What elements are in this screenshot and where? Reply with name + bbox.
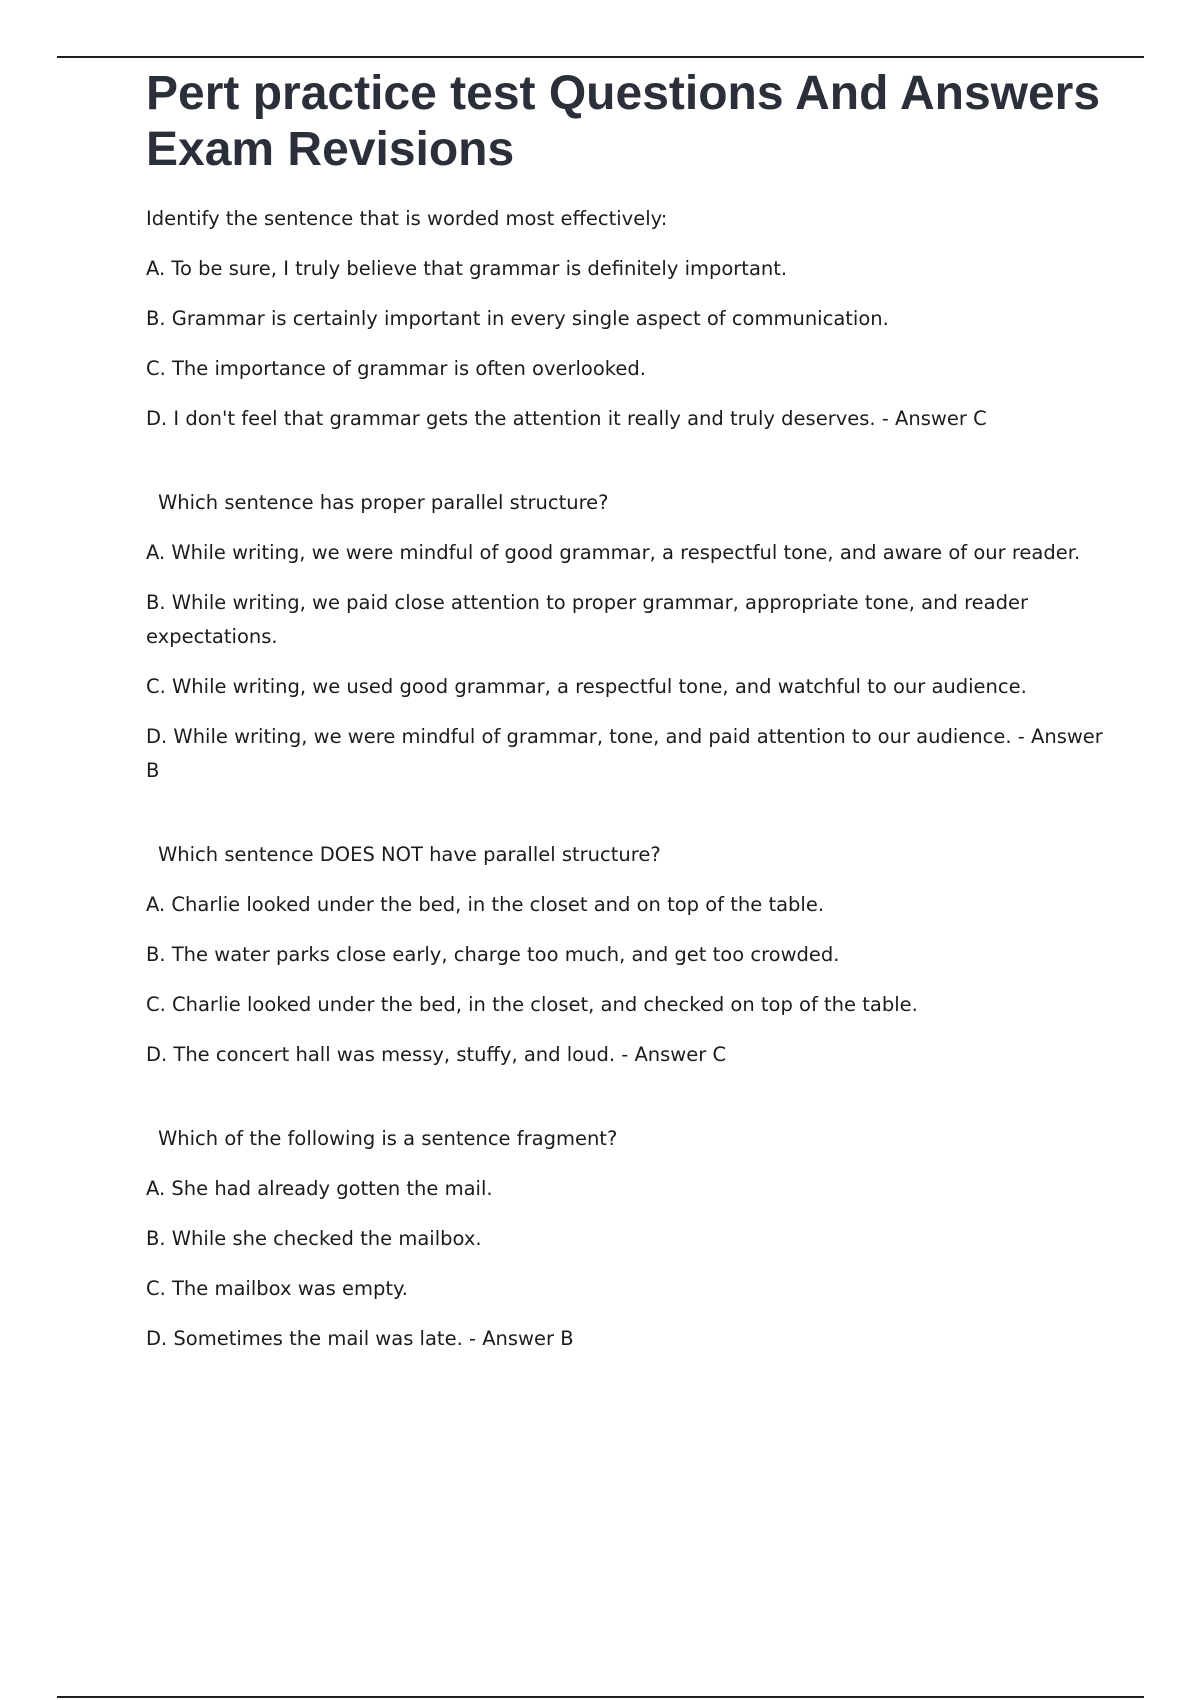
question-block-1: [146, 202, 1106, 436]
answer-option: B. While writing, we paid close attention to proper grammar, appropriate tone, and reader expectations.: [146, 591, 1028, 648]
answer-option: A. While writing, we were mindful of good grammar, a respectful tone, and aware of our reader.: [146, 541, 1081, 564]
question-block-3: [146, 838, 1106, 1072]
question-prompt: Which sentence has proper parallel structure?: [158, 491, 609, 514]
answer-option: D. Sometimes the mail was late. - Answer B: [146, 1327, 574, 1350]
answer-option: A. To be sure, I truly believe that grammar is definitely important.: [146, 257, 788, 280]
answer-option: D. I don't feel that grammar gets the attention it really and truly deserves. - Answer C: [146, 407, 987, 430]
question-prompt: Identify the sentence that is worded most effectively:: [146, 207, 668, 230]
document-page: [146, 66, 1106, 1356]
question-block-4: [146, 1122, 1106, 1356]
question-prompt: Which sentence DOES NOT have parallel structure?: [158, 843, 661, 866]
answer-option: C. The importance of grammar is often overlooked.: [146, 357, 646, 380]
answer-option: C. Charlie looked under the bed, in the closet, and checked on top of the table.: [146, 993, 918, 1016]
answer-option: C. While writing, we used good grammar, a respectful tone, and watchful to our audience.: [146, 675, 1027, 698]
question-block-2: [146, 486, 1106, 788]
question-prompt: Which of the following is a sentence fragment?: [158, 1127, 618, 1150]
answer-option: D. The concert hall was messy, stuffy, and loud. - Answer C: [146, 1043, 727, 1066]
answer-option: B. The water parks close early, charge too much, and get too crowded.: [146, 943, 840, 966]
answer-option: A. She had already gotten the mail.: [146, 1177, 493, 1200]
answer-option: A. Charlie looked under the bed, in the closet and on top of the table.: [146, 893, 825, 916]
answer-option: D. While writing, we were mindful of grammar, tone, and paid attention to our audience. - Answer B: [146, 725, 1103, 782]
top-rule: [57, 56, 1144, 58]
document-title: Pert practice test Questions And Answers Exam Revisions: [146, 67, 1101, 176]
answer-option: B. While she checked the mailbox.: [146, 1227, 482, 1250]
bottom-rule: [57, 1696, 1144, 1698]
answer-option: B. Grammar is certainly important in every single aspect of communication.: [146, 307, 889, 330]
answer-option: C. The mailbox was empty.: [146, 1277, 408, 1300]
